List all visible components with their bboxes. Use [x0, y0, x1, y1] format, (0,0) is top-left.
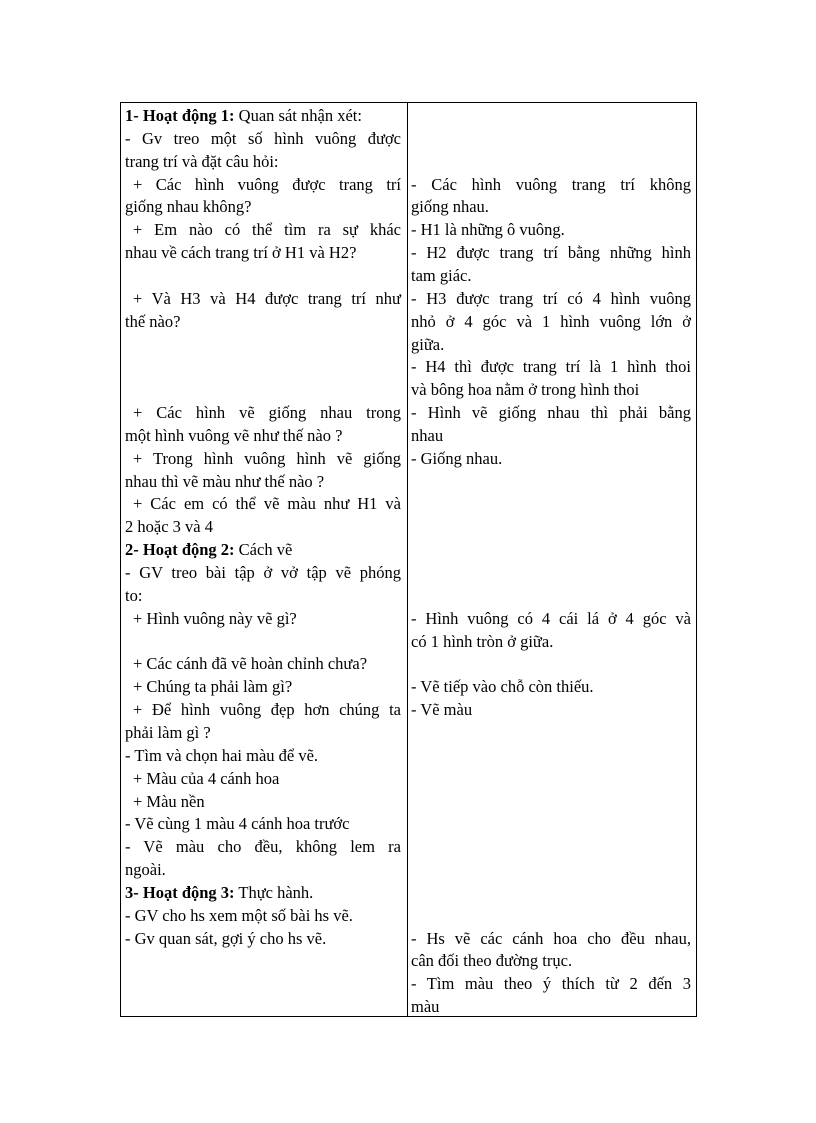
line-text: - H1 là những ô vuông. — [411, 220, 565, 240]
teacher-line — [125, 652, 401, 675]
teacher-line — [125, 195, 401, 218]
line-text: + Em nào có thể tìm ra sự khác — [133, 220, 401, 240]
teacher-line — [125, 218, 401, 241]
line-text: nhau về cách trang trí ở H1 và H2? — [125, 243, 357, 263]
teacher-line — [125, 241, 401, 264]
line-text: + Hình vuông này vẽ gì? — [133, 608, 297, 628]
line-text: và bông hoa nằm ở trong hình thoi — [411, 380, 640, 400]
line-text: nhau thì vẽ màu như thế nào ? — [125, 471, 325, 491]
column-divider — [407, 103, 408, 1016]
student-line — [411, 401, 691, 424]
line-text: + Để hình vuông đẹp hơn chúng ta — [133, 700, 401, 720]
teacher-line — [125, 881, 401, 904]
activity-heading: 3- Hoạt động 3: — [125, 882, 235, 902]
lesson-table — [120, 102, 697, 1017]
line-text: - Tìm màu theo ý thích từ 2 đến 3 — [411, 974, 691, 994]
teacher-line — [125, 447, 401, 470]
teacher-line — [125, 424, 401, 447]
line-text: - H4 thì được trang trí là 1 hình thoi — [411, 357, 691, 377]
line-text: giữa. — [411, 334, 445, 354]
teacher-line — [125, 812, 401, 835]
activity-heading: 1- Hoạt động 1: — [125, 106, 235, 125]
teacher-line — [125, 515, 401, 538]
teacher-line — [125, 675, 401, 698]
line-text: - Gv quan sát, gợi ý cho hs vẽ. — [125, 928, 327, 948]
student-line — [411, 195, 691, 218]
line-text: 2 hoặc 3 và 4 — [125, 517, 213, 537]
student-line — [411, 972, 691, 995]
line-text: - Vẽ cùng 1 màu 4 cánh hoa trước — [125, 814, 350, 834]
teacher-line — [125, 927, 401, 950]
teacher-line — [125, 310, 401, 333]
teacher-line — [125, 790, 401, 813]
teacher-line — [125, 173, 401, 196]
line-text: to: — [125, 585, 143, 605]
teacher-line — [125, 492, 401, 515]
teacher-line — [125, 470, 401, 493]
teacher-line — [125, 561, 401, 584]
line-text: màu — [411, 997, 440, 1017]
line-text: - Vẽ màu cho đều, không lem ra — [125, 837, 401, 857]
student-line — [411, 675, 691, 698]
student-line — [411, 264, 691, 287]
line-text: - Hình vuông có 4 cái lá ở 4 góc và — [411, 608, 691, 628]
line-text: phải làm gì ? — [125, 722, 211, 742]
student-line — [411, 630, 691, 653]
teacher-line — [125, 767, 401, 790]
teacher-line — [125, 401, 401, 424]
line-text: ngoài. — [125, 860, 166, 880]
teacher-line — [125, 904, 401, 927]
line-text: cân đối theo đường trục. — [411, 951, 573, 971]
line-text: - Vẽ tiếp vào chỗ còn thiếu. — [411, 677, 594, 697]
student-line — [411, 949, 691, 972]
line-text: nhau — [411, 425, 444, 445]
student-line — [411, 333, 691, 356]
teacher-line — [125, 698, 401, 721]
line-text: + Các hình vẽ giống nhau trong — [133, 403, 401, 423]
line-text: - GV treo bài tập ở vở tập vẽ phóng — [125, 563, 401, 582]
line-text: + Và H3 và H4 được trang trí như — [133, 288, 401, 308]
line-text: + Các hình vuông được trang trí — [133, 174, 401, 194]
line-text: - Gv treo một số hình vuông được — [125, 128, 401, 148]
teacher-line — [125, 287, 401, 310]
line-text: - H3 được trang trí có 4 hình vuông — [411, 288, 691, 308]
line-text: + Màu của 4 cánh hoa — [133, 768, 280, 788]
line-text: - Hs vẽ các cánh hoa cho đều nhau, — [411, 928, 691, 948]
line-text: - Hình vẽ giống nhau thì phải bằng — [411, 403, 691, 423]
student-line — [411, 607, 691, 630]
line-text: giống nhau. — [411, 197, 489, 217]
line-text: trang trí và đặt câu hỏi: — [125, 151, 279, 171]
teacher-line — [125, 127, 401, 150]
teacher-line — [125, 538, 401, 561]
student-line — [411, 698, 691, 721]
line-text: Thực hành. — [234, 882, 314, 902]
student-line — [411, 995, 691, 1018]
activity-heading: 2- Hoạt động 2: — [125, 540, 235, 560]
student-line — [411, 173, 691, 196]
line-text: + Chúng ta phải làm gì? — [133, 677, 293, 697]
line-text: + Màu nền — [133, 791, 205, 811]
line-text: giống nhau không? — [125, 197, 252, 217]
student-line — [411, 424, 691, 447]
teacher-line — [125, 835, 401, 858]
line-text: tam giác. — [411, 265, 472, 285]
teacher-line — [125, 744, 401, 767]
line-text: - GV cho hs xem một số bài hs vẽ. — [125, 905, 353, 925]
line-text: - H2 được trang trí bằng những hình — [411, 243, 691, 263]
teacher-line — [125, 721, 401, 744]
line-text: có 1 hình tròn ở giữa. — [411, 631, 554, 651]
teacher-line — [125, 607, 401, 630]
teacher-line — [125, 858, 401, 881]
student-line — [411, 241, 691, 264]
student-line — [411, 355, 691, 378]
line-text: - Vẽ màu — [411, 700, 473, 720]
student-line — [411, 447, 691, 470]
line-text: + Các em có thể vẽ màu như H1 và — [133, 494, 401, 514]
line-text: + Trong hình vuông hình vẽ giống — [133, 448, 401, 468]
line-text: - Các hình vuông trang trí không — [411, 174, 691, 194]
teacher-line — [125, 150, 401, 173]
line-text: - Tìm và chọn hai màu để vẽ. — [125, 745, 319, 765]
teacher-line — [125, 104, 401, 127]
line-text: Cách vẽ — [234, 540, 293, 560]
line-text: Quan sát nhận xét: — [234, 106, 362, 125]
line-text: + Các cánh đã vẽ hoàn chỉnh chưa? — [133, 654, 368, 674]
line-text: - Giống nhau. — [411, 448, 503, 468]
student-line — [411, 287, 691, 310]
teacher-line — [125, 584, 401, 607]
line-text: thế nào? — [125, 311, 181, 331]
student-line — [411, 218, 691, 241]
student-line — [411, 378, 691, 401]
line-text: một hình vuông vẽ như thế nào ? — [125, 425, 343, 445]
student-line — [411, 310, 691, 333]
student-line — [411, 927, 691, 950]
line-text: nhỏ ở 4 góc và 1 hình vuông lớn ở — [411, 311, 691, 331]
